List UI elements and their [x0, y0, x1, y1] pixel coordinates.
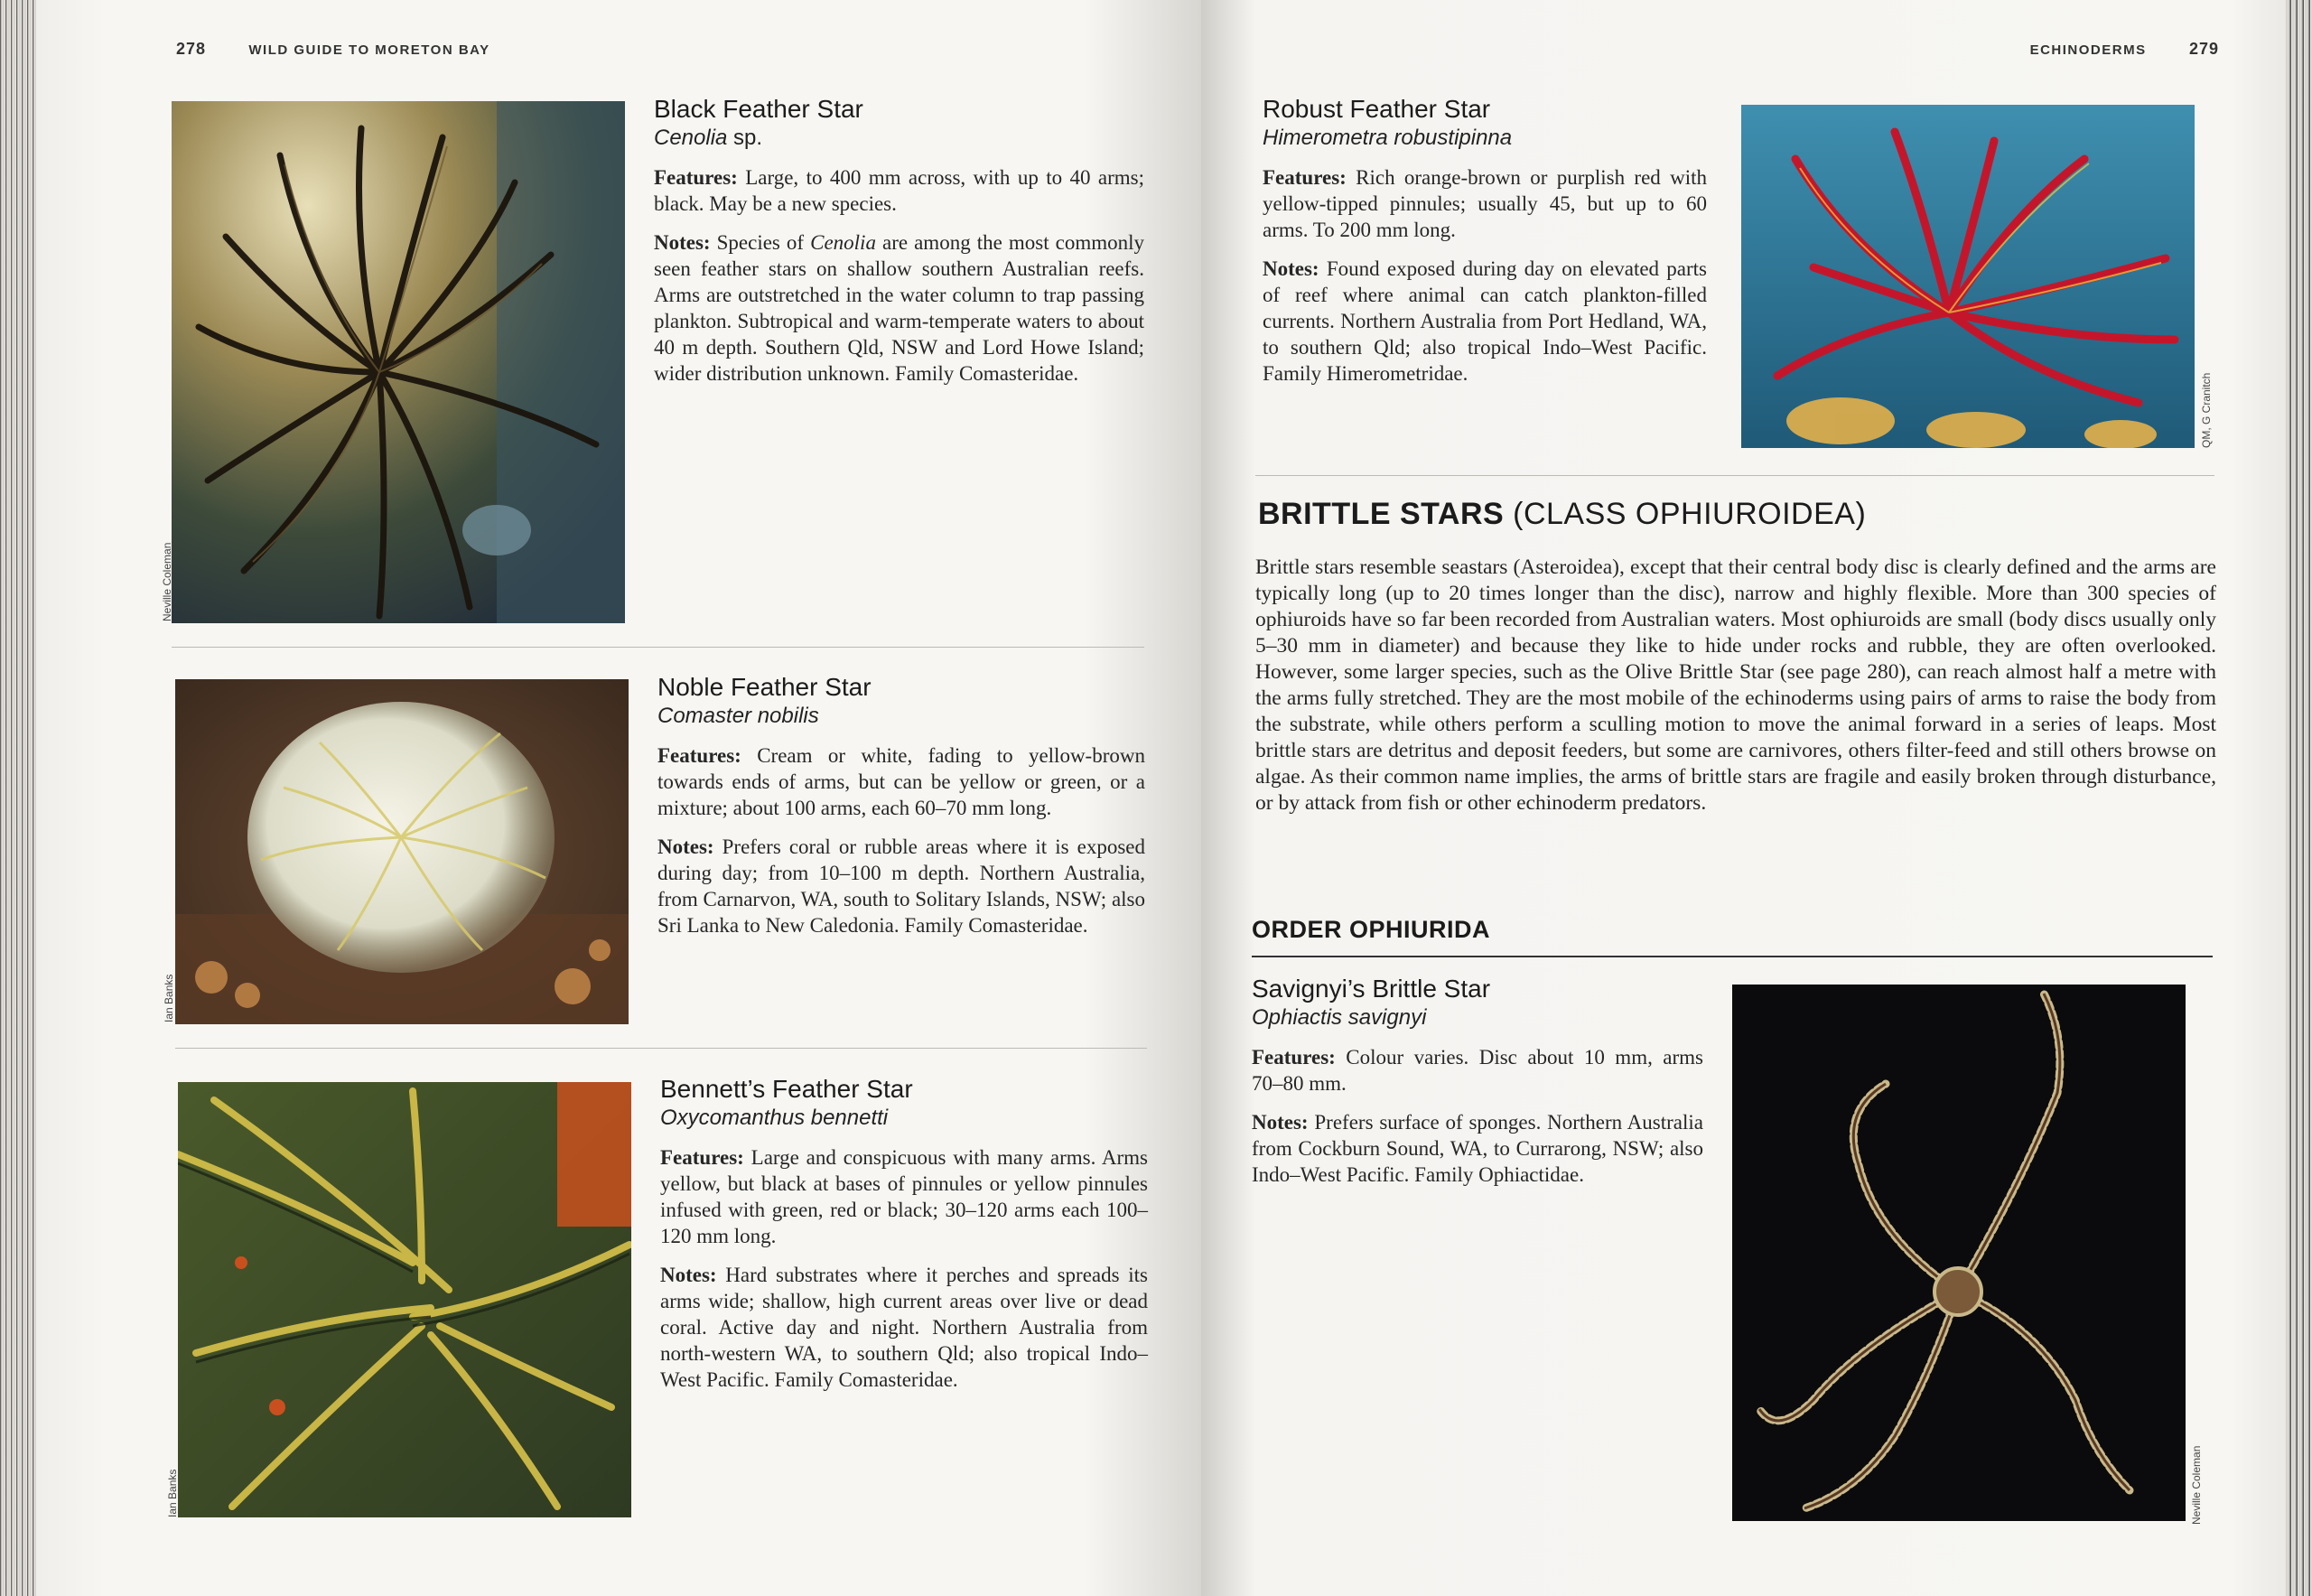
scientific-name: Oxycomanthus bennetti — [660, 1106, 889, 1130]
notes-paragraph: Notes: Prefers coral or rubble areas where it is exposed during day; from 10–100 m depth. Northern Australia, from Carnarvon, WA, south to Solitary Islands, NSW; also Sri Lanka to New Caledonia. Family Comasteridae. — [657, 835, 1145, 937]
order-rule — [1252, 956, 2213, 957]
right-page — [1201, 0, 2285, 1596]
robust-feather-star-photo — [1741, 105, 2195, 448]
photo-credit-4: QM, G Cranitch — [2200, 372, 2213, 448]
common-name: Noble Feather Star — [657, 673, 872, 701]
notes-paragraph: Notes: Species of Cenolia are among the most commonly seen feather stars on shallow southern Australian reefs. Arms are outstretched in the water column to trap passing plankton. Subtropical and warm-temperate waters to about 40 m depth. Southern Qld, NSW and Lord Howe Island; wider distribution unknown. Family Comasteridae. — [654, 231, 1144, 385]
bennetts-feather-star-photo — [178, 1082, 631, 1517]
entry-divider — [172, 647, 1144, 648]
features-paragraph: Features: Rich orange-brown or purplish red with yellow-tipped pinnules; usually 45, but up to 60 arms. To 200 mm long. — [1263, 166, 1707, 241]
running-head-left: WILD GUIDE TO MORETON BAY — [248, 42, 490, 58]
page-number-right: 279 — [2188, 40, 2219, 58]
notes-paragraph: Notes: Found exposed during day on elevated parts of reef where animal can catch plankton-filled currents. Northern Australia from Port Hedland, WA, to southern Qld; also tropical Indo–West Pacific. Family Himerometridae. — [1263, 257, 1707, 385]
scientific-name: Cenolia sp. — [654, 126, 763, 150]
entry-bennetts-feather-star — [660, 1074, 1148, 1405]
noble-feather-star-photo — [175, 679, 629, 1024]
page-edges-left — [0, 0, 36, 1596]
photo-credit-1: Neville Coleman — [161, 542, 173, 621]
black-feather-star-photo — [172, 101, 625, 623]
entry-black-feather-star — [654, 94, 1144, 399]
entry-savignyis-brittle-star — [1252, 974, 1703, 1200]
notes-paragraph: Notes: Prefers surface of sponges. Northern Australia from Cockburn Sound, WA, to Currarong, NSW; also Indo–West Pacific. Family Ophiactidae. — [1252, 1111, 1703, 1186]
common-name: Robust Feather Star — [1263, 95, 1491, 123]
entry-divider — [175, 1048, 1147, 1049]
common-name: Bennett’s Feather Star — [660, 1075, 913, 1103]
scientific-name: Himerometra robustipinna — [1263, 126, 1513, 150]
running-header-left — [176, 40, 490, 59]
brittle-stars-intro: Brittle stars resemble seastars (Asteroidea), except that their central body disc is clearly defined and the arms are typically long (up to 20 times longer than the disc), narrow and highly flexible. More than 300 species of ophiuroids have so far been recorded from Australian waters. Most ophiuroids are small (body discs usually only 5–30 mm in diameter) and because they like to hide under rocks and rubble, they are often overlooked. However, some larger species, such as the Olive Brittle Star (see page 280), can reach almost half a metre with the arms fully stretched. They are the most mobile of the echinoderms using pairs of arms to raise the body from the substrate, while others perform a sculling motion to move the animal forward in a series of leaps. Most brittle stars are detritus and deposit feeders, but some are carnivores, others filter-feed and still others browse on algae. As their common name implies, the arms of brittle stars are fragile and easily broken through disturbance, or by attack from fish or other echinoderm predators. — [1255, 555, 2216, 815]
page-edges-right — [2285, 0, 2312, 1596]
section-title-brittle-stars: BRITTLE STARS (CLASS OPHIUROIDEA) — [1258, 497, 1867, 531]
order-title: ORDER OPHIURIDA — [1252, 916, 1491, 943]
running-head-right: ECHINODERMS — [2029, 42, 2147, 58]
page-number-left: 278 — [176, 40, 207, 58]
photo-credit-5: Neville Coleman — [2190, 1445, 2203, 1525]
features-paragraph: Features: Large, to 400 mm across, with up to 40 arms; black. May be a new species. — [654, 166, 1144, 215]
scientific-name: Ophiactis savignyi — [1252, 1005, 1427, 1030]
scientific-name: Comaster nobilis — [657, 704, 819, 728]
entry-robust-feather-star — [1263, 94, 1707, 399]
notes-paragraph: Notes: Hard substrates where it perches and spreads its arms wide; shallow, high current areas over live or dead coral. Active day and night. Northern Australia from north-western WA, to southern Qld; also tropical Indo–West Pacific. Family Comasteridae. — [660, 1264, 1148, 1391]
features-paragraph: Features: Large and conspicuous with many arms. Arms yellow, but black at bases of pinnules or yellow pinnules infused with green, red or black; 30–120 arms each 100–120 mm long. — [660, 1146, 1148, 1247]
running-header-right — [2030, 40, 2219, 59]
left-page — [36, 0, 1201, 1596]
features-paragraph: Features: Cream or white, fading to yellow-brown towards ends of arms, but can be yellow or green, or a mixture; about 100 arms, each 60–70 mm long. — [657, 744, 1145, 819]
savignyis-brittle-star-photo — [1732, 985, 2186, 1521]
common-name: Black Feather Star — [654, 95, 863, 123]
photo-credit-2: Ian Banks — [163, 974, 175, 1022]
features-paragraph: Features: Colour varies. Disc about 10 mm, arms 70–80 mm. — [1252, 1046, 1703, 1095]
photo-credit-3: Ian Banks — [166, 1469, 179, 1517]
section-divider — [1255, 475, 2214, 476]
common-name: Savignyi’s Brittle Star — [1252, 975, 1491, 1003]
entry-noble-feather-star — [657, 672, 1145, 951]
